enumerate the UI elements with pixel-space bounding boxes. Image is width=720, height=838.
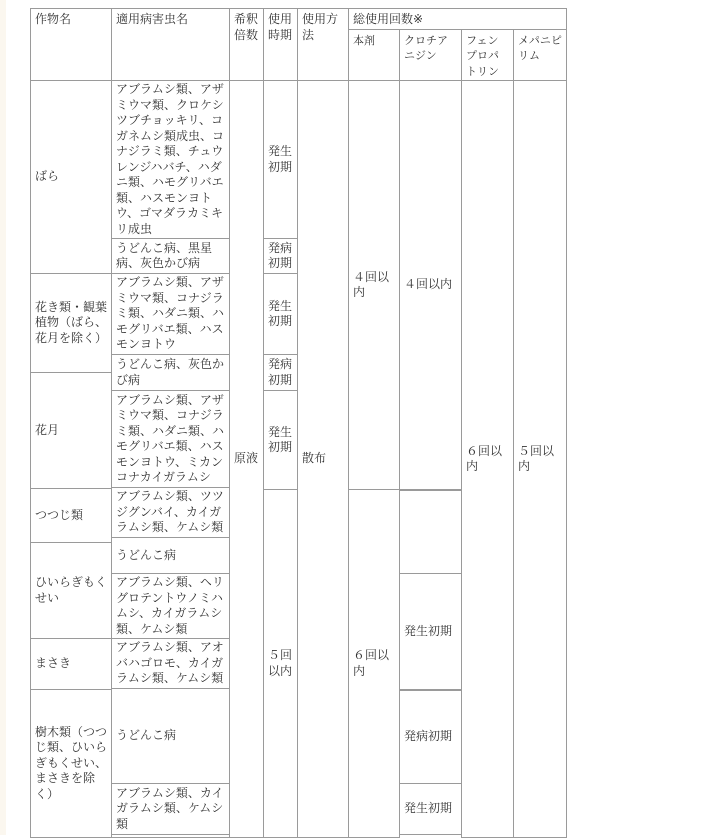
product-uses-group-2: ５回以内 — [264, 490, 298, 838]
pest-cell: アブラムシ類、ヘリグロテントウノミハムシ、カイガラムシ類、ケムシ類 — [112, 574, 230, 639]
crop-masaki: まさき — [31, 639, 112, 690]
page-side-strip — [0, 0, 6, 835]
timing-cell: 発生初期 — [264, 274, 298, 355]
header-timing: 使用時期 — [264, 9, 298, 81]
pest-cell: アブラムシ類、アザミウマ類、クロケシツブチョッキリ、コガネムシ類成虫、コナジラミ類、チュウレンジハバチ、ハダニ類、ハモグリバエ類、ハスモンヨトウ、ゴマダラカミキリ成虫 — [112, 81, 230, 239]
header-method: 使用方法 — [298, 9, 349, 81]
crop-rose: ばら — [31, 81, 112, 274]
timing-cell: 発生初期 — [400, 574, 462, 690]
clothianidin-uses-group-1: ４回以内 — [400, 81, 462, 490]
crop-kagetsu: 花月 — [31, 373, 112, 489]
header-mepanipyrim: メパニピリム — [514, 29, 567, 81]
crop-osmanthus: ひいらぎもくせい — [31, 543, 112, 639]
pest-cell: アブラムシ類、アザミウマ類、コナジラミ類、ハダニ類、ハモグリバエ類、ハスモンヨトウ — [112, 274, 230, 355]
fenpropathrin-uses: ６回以内 — [462, 81, 514, 838]
crop-trees: 樹木類（つつじ類、ひいらぎもくせい、まさきを除く） — [31, 690, 112, 838]
crop-azalea: つつじ類 — [31, 489, 112, 543]
pest-cell: アブラムシ類、カイガラムシ類、ケムシ類 — [112, 784, 230, 835]
header-clothianidin: クロチアニジン — [400, 29, 462, 81]
timing-cell: 発生初期 — [264, 81, 298, 239]
timing-cell: 発病初期 — [400, 691, 462, 784]
pest-cell: うどんこ病、黒星病、灰色かび病 — [112, 239, 230, 274]
dilution-cell: 原液 — [230, 81, 264, 838]
pest-cell: アブラムシ類、アザミウマ類、コナジラミ類、ハダニ類、ハモグリバエ類、ハスモンヨトウ、ミカンコナカイガラムシ — [112, 391, 230, 488]
pest-cell: アブラムシ類、ツツジグンバイ、カイガラムシ類、ケムシ類 — [112, 488, 230, 538]
header-total-uses: 総使用回数※ — [349, 9, 567, 30]
timing-cell: 発病初期 — [264, 355, 298, 391]
header-pest: 適用病害虫名 — [112, 9, 230, 81]
mepanipyrim-uses: ５回以内 — [514, 81, 567, 838]
pest-cell: うどんこ病 — [112, 689, 230, 784]
timing-cell: 発生初期 — [264, 391, 298, 490]
header-dilution: 希釈倍数 — [230, 9, 264, 81]
header-crop: 作物名 — [31, 9, 112, 81]
table-row — [31, 81, 567, 239]
pest-cell: うどんこ病、灰色かび病 — [112, 355, 230, 391]
header-product: 本剤 — [349, 29, 400, 81]
product-uses-group-1: ４回以内 — [349, 81, 400, 490]
pesticide-application-table — [30, 8, 567, 838]
timing-spacer — [400, 491, 462, 574]
crop-flowers: 花き類・観葉植物（ばら、花月を除く） — [31, 274, 112, 373]
header-fenpropathrin: フェンプロパトリン — [462, 29, 514, 81]
method-cell: 散布 — [298, 81, 349, 838]
clothianidin-uses-group-2: ６回以内 — [349, 490, 400, 838]
timing-cell: 発病初期 — [264, 239, 298, 274]
pest-cell: うどんこ病 — [112, 538, 230, 574]
pest-cell: アブラムシ類、アオバハゴロモ、カイガラムシ類、ケムシ類 — [112, 639, 230, 689]
timing-cell: 発生初期 — [400, 784, 462, 835]
